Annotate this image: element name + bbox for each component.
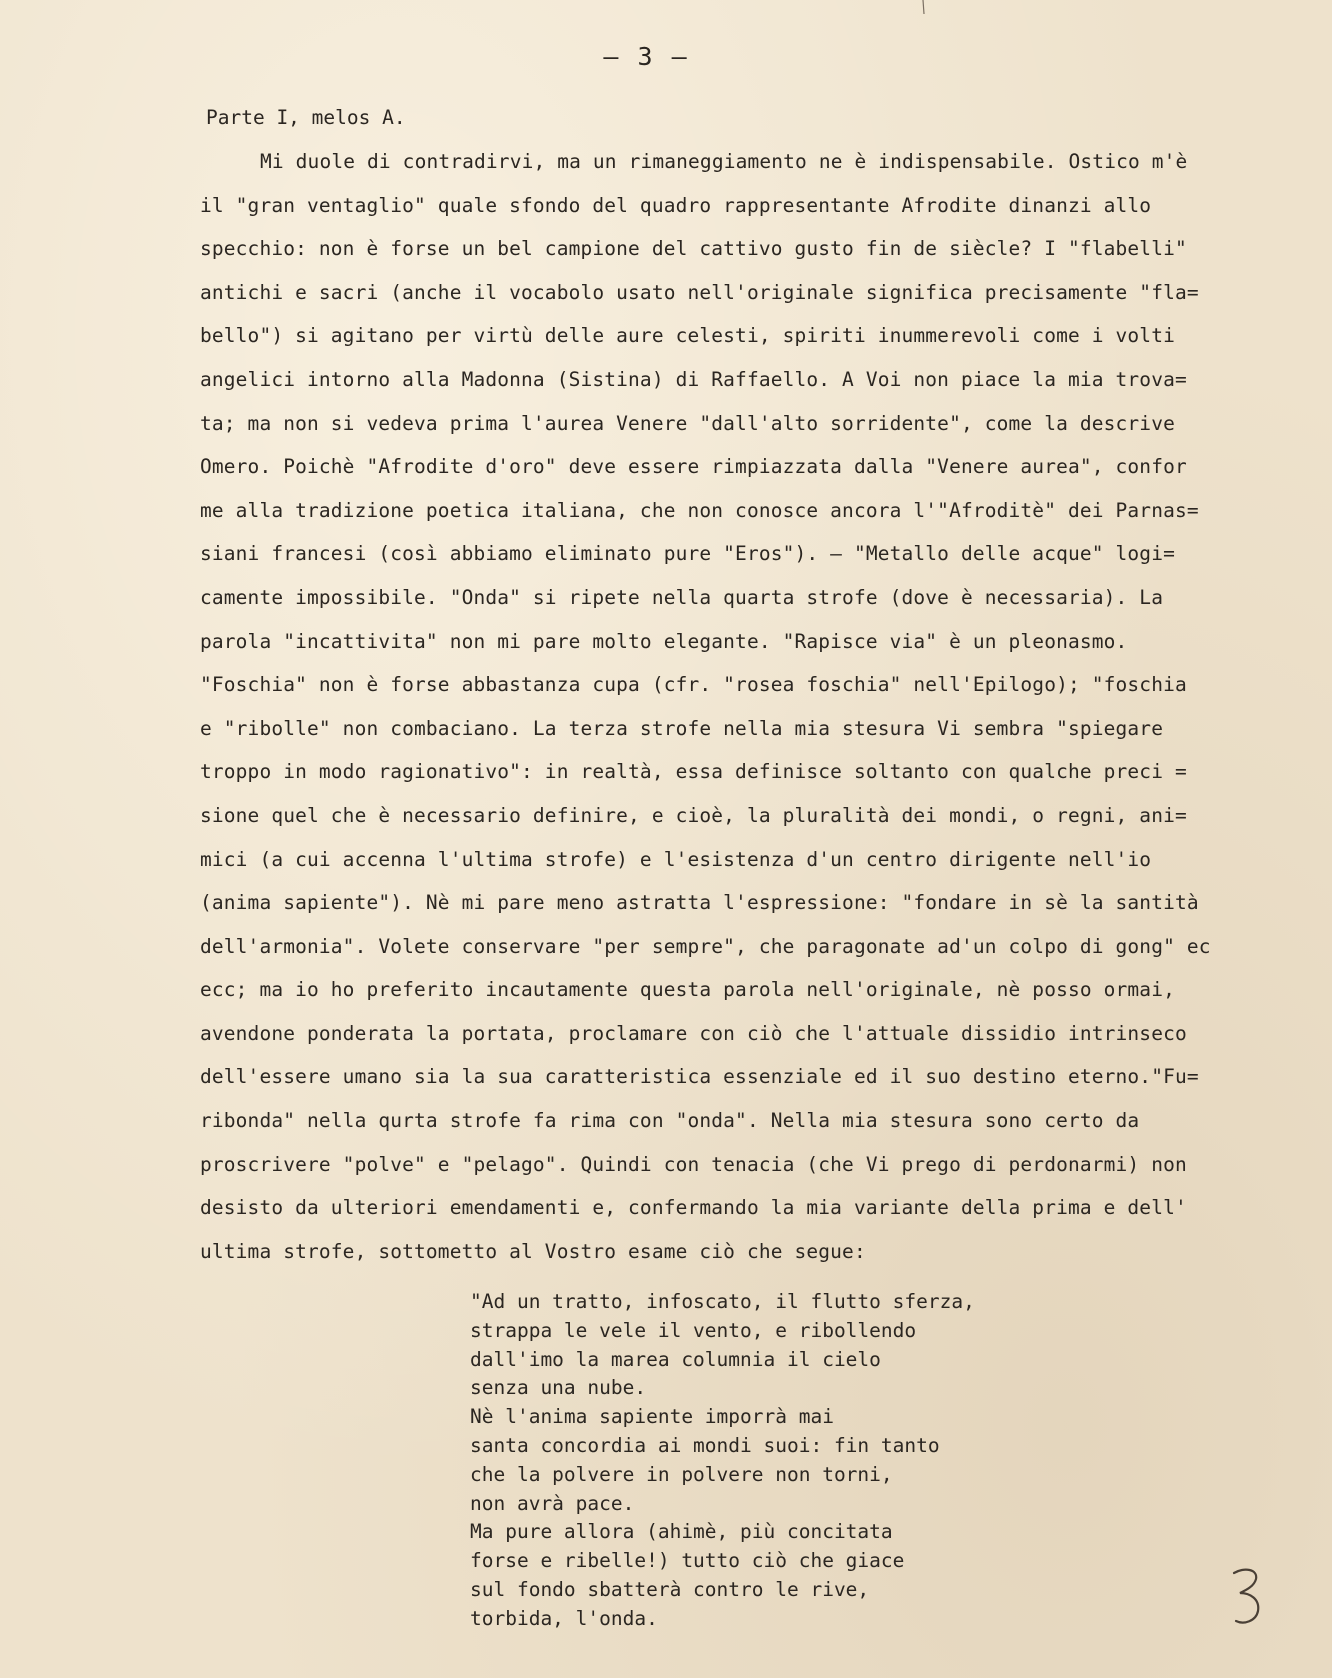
text-line: ultima strofe, sottometto al Vostro esame ciò che segue: [200,1239,866,1263]
poem-line: dall'imo la marea columnia il cielo [470,1347,881,1371]
letter-body [200,140,1330,1273]
text-line: (anima sapiente"). Nè mi pare meno astratta l'espressione: "fondare in sè la santità [200,891,1199,915]
text-line: ribonda" nella qurta strofe fa rima con "onda". Nella mia stesura sono certo da [200,1109,1140,1133]
text-line: mici (a cui accenna l'ultima strofe) e l'esistenza d'un centro dirigente nell'io [200,847,1152,871]
text-line: desisto da ulteriori emendamenti e, confermando la mia variante della prima e dell' [200,1196,1187,1220]
text-line: e "ribolle" non combaciano. La terza strofe nella mia stesura Vi sembra "spiegare [200,716,1164,740]
handwritten-page-number [1228,1565,1268,1629]
poem-line: sul fondo sbatterà contro le rive, [470,1577,870,1601]
text-line: me alla tradizione poetica italiana, che non conosce ancora l'"Afroditè" dei Parnas= [200,498,1199,522]
text-line: angelici intorno alla Madonna (Sistina) di Raffaello. A Voi non piace la mia trova= [200,367,1187,391]
text-line: camente impossibile. "Onda" si ripete nella quarta strofe (dove è necessaria). La [200,585,1164,609]
poem-line: che la polvere in polvere non torni, [470,1462,893,1486]
poem-line: senza una nube. [470,1376,647,1400]
text-line: il "gran ventaglio" quale sfondo del quadro rappresentante Afrodite dinanzi allo [200,193,1152,217]
poem-quotation [470,1288,975,1634]
text-line: dell'essere umano sia la sua caratteristica essenziale ed il suo destino eterno."Fu= [200,1065,1199,1089]
text-line: "Foschia" non è forse abbastanza cupa (cfr. "rosea foschia" nell'Epilogo); "foschia [200,673,1187,697]
text-line: siani francesi (così abbiamo eliminato pure "Eros"). – "Metallo delle acque" logi= [200,542,1175,566]
poem-line: Nè l'anima sapiente imporrà mai [470,1405,834,1429]
poem-line: torbida, l'onda. [470,1606,658,1630]
text-line: Omero. Poichè "Afrodite d'oro" deve essere rimpiazzata dalla "Venere aurea", confor [200,455,1187,479]
text-line: parola "incattivita" non mi pare molto elegante. "Rapisce via" è un pleonasmo. [200,629,1128,653]
page-number: – 3 – [603,42,689,71]
text-line: ta; ma non si vedeva prima l'aurea Venere "dall'alto sorridente", come la descrive [200,411,1175,435]
poem-line: Ma pure allora (ahimè, più concitata [470,1520,893,1544]
text-line: proscrivere "polve" e "pelago". Quindi con tenacia (che Vi prego di perdonarmi) non [200,1152,1187,1176]
text-line: troppo in modo ragionativo": in realtà, essa definisce soltanto con qualche preci = [200,760,1187,784]
section-title: Parte I, melos A. [206,106,406,129]
poem-line: santa concordia ai mondi suoi: fin tanto [470,1433,940,1457]
poem-line: non avrà pace. [470,1491,635,1515]
text-line: dell'armonia". Volete conservare "per sempre", che paragonate ad'un colpo di gong" ec [200,934,1211,958]
text-line: bello") si agitano per virtù delle aure celesti, spiriti inummerevoli come i volti [200,324,1175,348]
text-line: avendone ponderata la portata, proclamare con ciò che l'attuale dissidio intrinseco [200,1021,1187,1045]
text-line: antichi e sacri (anche il vocabolo usato nell'originale significa precisamente "fla= [200,280,1199,304]
poem-line: "Ad un tratto, infoscato, il flutto sferza, [470,1290,975,1313]
text-line: sione quel che è necessario definire, e cioè, la pluralità dei mondi, o regni, ani= [200,803,1187,827]
text-line: Mi duole di contradirvi, ma un rimaneggiamento ne è indispensabile. Ostico m'è [260,150,1188,173]
poem-line: forse e ribelle!) tutto ciò che giace [470,1549,905,1573]
text-line: specchio: non è forse un bel campione del cattivo gusto fin de siècle? I "flabelli" [200,237,1187,261]
poem-line: strappa le vele il vento, e ribollendo [470,1318,917,1342]
text-line: ecc; ma io ho preferito incautamente questa parola nell'originale, nè posso ormai, [200,978,1175,1002]
pencil-mark [920,0,926,16]
